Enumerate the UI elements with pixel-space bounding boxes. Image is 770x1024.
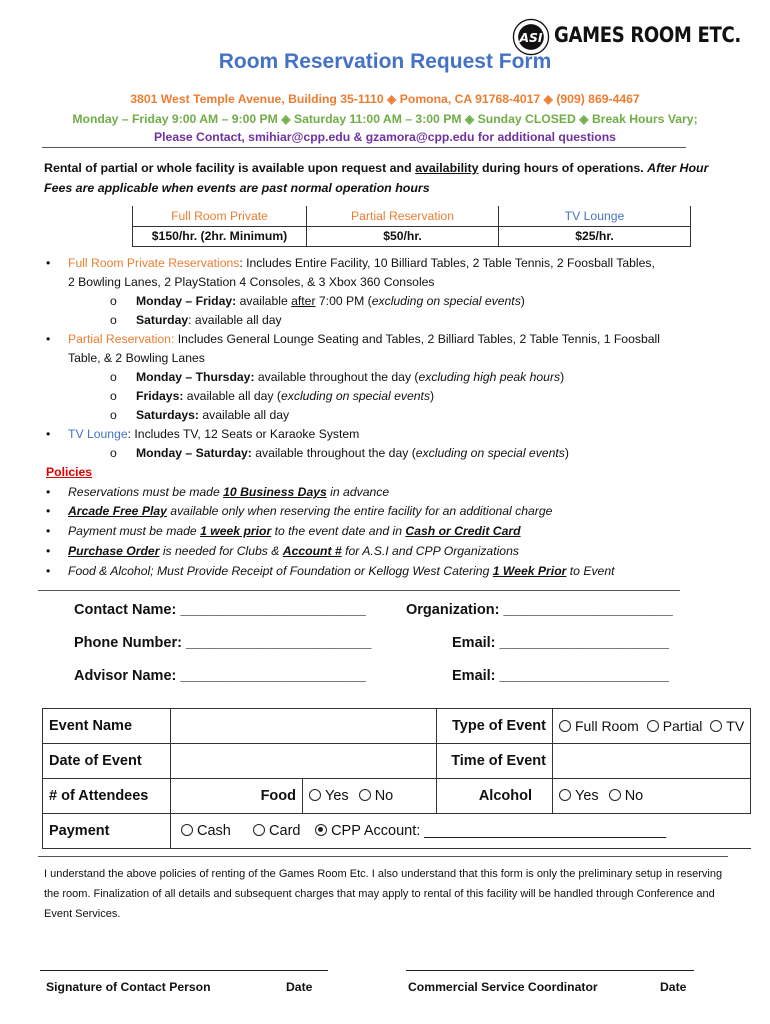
- event-name-label: Event Name: [43, 709, 171, 744]
- policy-item: • Purchase Order is needed for Clubs & Account # for A.S.I and CPP Organizations: [68, 542, 519, 561]
- card-radio[interactable]: [253, 824, 265, 836]
- full-room-radio[interactable]: [559, 720, 571, 732]
- full-room-item: • Full Room Private Reservations: Includes Entire Facility, 10 Billiard Tables, 2 Table Tennis, 2 Foosball Tables,: [68, 254, 655, 273]
- rate-price-full: $150/hr. (2hr. Minimum): [133, 226, 307, 246]
- cpp-account-radio[interactable]: [315, 824, 327, 836]
- partial-saturdays: o Saturdays: available all day: [136, 406, 289, 425]
- contact-signature-label: Signature of Contact Person: [46, 980, 211, 994]
- date-of-event-input[interactable]: [171, 744, 437, 779]
- policy-item: • Payment must be made 1 week prior to the event date and in Cash or Credit Card: [68, 522, 521, 541]
- partial-fridays: o Fridays: available all day (excluding on special events): [136, 387, 434, 406]
- partial-desc: Table, & 2 Bowling Lanes: [68, 351, 205, 365]
- rate-label-tv: TV Lounge: [499, 206, 691, 226]
- food-no-radio[interactable]: [359, 789, 371, 801]
- advisor-email-field[interactable]: Email: _____________________: [452, 668, 669, 684]
- event-name-input[interactable]: [171, 709, 437, 744]
- type-of-event-label: Type of Event: [437, 709, 553, 744]
- alcohol-label: Alcohol: [437, 779, 553, 814]
- acknowledgement-text: I understand the above policies of renting of the Games Room Etc. I also understand that this form is only the preliminary setup in reserving the room. Finalization of all details and subsequent charges that may apply to rental of this facility will be handled through Conference and Event Services.: [44, 868, 723, 920]
- alcohol-yes-radio[interactable]: [559, 789, 571, 801]
- cash-radio[interactable]: [181, 824, 193, 836]
- phone-number-field[interactable]: Phone Number: _______________________: [74, 635, 372, 651]
- partial-item: • Partial Reservation: Includes General Lounge Seating and Tables, 2 Billiard Tables, 2 Table Tennis, 1 Foosball: [68, 330, 660, 349]
- partial-mon-thu: o Monday – Thursday: available throughout the day (excluding high peak hours): [136, 368, 564, 387]
- alcohol-no-radio[interactable]: [609, 789, 621, 801]
- divider: [38, 856, 728, 857]
- tv-mon-sat: o Monday – Saturday: available throughout the day (excluding on special events): [136, 444, 569, 463]
- organization-field[interactable]: Organization: _____________________: [406, 602, 673, 618]
- full-room-weekday: o Monday – Friday: available after 7:00 PM (excluding on special events): [136, 292, 525, 311]
- payment-options: Cash Card CPP Account: ______________________________: [171, 814, 751, 849]
- address-line: 3801 West Temple Avenue, Building 35-1110 ◈ Pomona, CA 91768-4017 ◈ (909) 869-4467: [130, 92, 640, 106]
- policies-heading: Policies: [46, 465, 93, 479]
- rate-table: [132, 206, 691, 247]
- rate-label-partial: Partial Reservation: [307, 206, 499, 226]
- hours-line: Monday – Friday 9:00 AM – 9:00 PM ◈ Saturday 11:00 AM – 3:00 PM ◈ Sunday CLOSED ◈ Break Hours Vary;: [72, 112, 698, 126]
- coordinator-signature-line[interactable]: [406, 970, 694, 971]
- email-field[interactable]: Email: _____________________: [452, 635, 669, 651]
- rate-label-full: Full Room Private: [133, 206, 307, 226]
- contact-date-label: Date: [286, 980, 313, 994]
- svg-text:ASI: ASI: [519, 30, 543, 45]
- brand-name: GAMES ROOM ETC.: [554, 23, 741, 47]
- attendees-label: # of Attendees: [43, 779, 171, 814]
- type-of-event-options: Full Room Partial TV: [553, 709, 751, 744]
- coordinator-signature-label: Commercial Service Coordinator: [408, 980, 598, 994]
- contact-line: Please Contact, smihiar@cpp.edu & gzamora@cpp.edu for additional questions: [154, 130, 616, 144]
- payment-label: Payment: [43, 814, 171, 849]
- coordinator-date-label: Date: [660, 980, 687, 994]
- event-table: [42, 708, 751, 849]
- partial-radio[interactable]: [647, 720, 659, 732]
- cpp-account-field[interactable]: CPP Account: ______________________________: [331, 823, 667, 839]
- page-title: Room Reservation Request Form: [218, 50, 552, 73]
- advisor-name-field[interactable]: Advisor Name: _______________________: [74, 668, 366, 684]
- rate-price-partial: $50/hr.: [307, 226, 499, 246]
- time-of-event-input[interactable]: [553, 744, 751, 779]
- food-options: Yes No: [303, 779, 437, 814]
- divider: [38, 590, 680, 591]
- divider: [42, 147, 686, 148]
- time-of-event-label: Time of Event: [437, 744, 553, 779]
- contact-signature-line[interactable]: [40, 970, 328, 971]
- tv-radio[interactable]: [710, 720, 722, 732]
- tv-item: • TV Lounge: Includes TV, 12 Seats or Karaoke System: [68, 425, 359, 444]
- policy-item: • Arcade Free Play available only when reserving the entire facility for an additional charge: [68, 502, 552, 521]
- food-label: Food: [171, 779, 303, 814]
- full-room-desc: 2 Bowling Lanes, 2 PlayStation 4 Consoles, & 3 Xbox 360 Consoles: [68, 275, 435, 289]
- full-room-saturday: o Saturday: available all day: [136, 311, 282, 330]
- food-yes-radio[interactable]: [309, 789, 321, 801]
- intro-paragraph: Rental of partial or whole facility is available upon request and availability during hours of operations. After Hour Fees are applicable when events are past normal operation hours: [44, 161, 709, 195]
- date-of-event-label: Date of Event: [43, 744, 171, 779]
- policy-item: • Food & Alcohol; Must Provide Receipt of Foundation or Kellogg West Catering 1 Week Prior to Event: [68, 562, 615, 581]
- alcohol-options: Yes No: [553, 779, 751, 814]
- policy-item: • Reservations must be made 10 Business Days in advance: [68, 483, 389, 502]
- rate-price-tv: $25/hr.: [499, 226, 691, 246]
- contact-name-field[interactable]: Contact Name: _______________________: [74, 602, 366, 618]
